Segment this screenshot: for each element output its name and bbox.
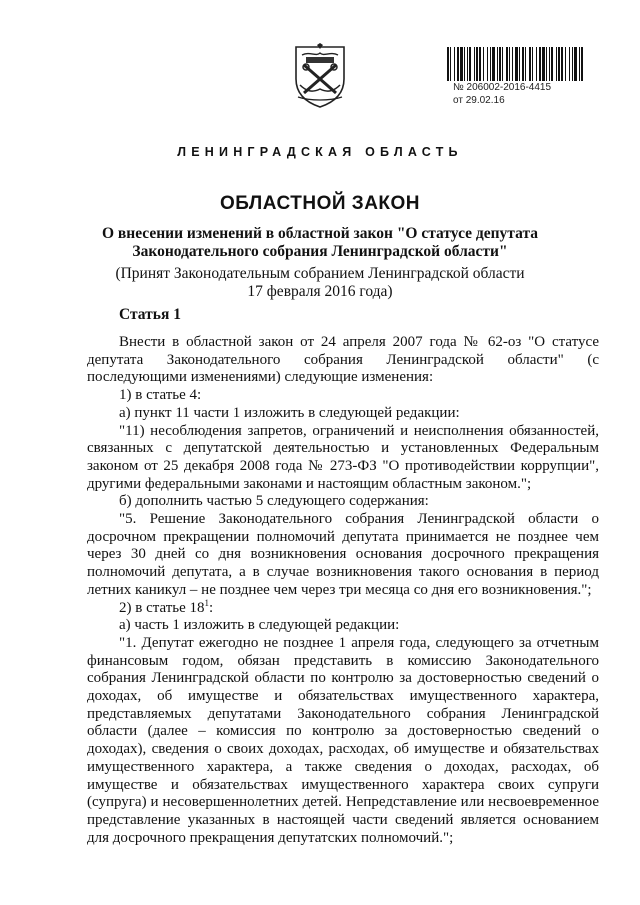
adoption-note-line-2: 17 февраля 2016 года) [247, 283, 393, 300]
article-superscript: 1 [204, 597, 210, 608]
amendment-item-1b-text: "5. Решение Законодательного собрания Ленинградской области о досрочном прекращении полномочий депутата принимается не позднее чем через 30 дней со дня возникновения основания досрочного прекращения полномочий депутата, а в случае возникновения такого основания в период летних каникул – не позднее чем через три месяца со дня его возникновения."; [87, 511, 599, 598]
law-subject-line-1: О внесении изменений в областной закон "О статусе депутата [102, 225, 538, 242]
barcode-icon [445, 47, 585, 81]
adoption-note [60, 265, 580, 301]
document-type-title: ОБЛАСТНОЙ ЗАКОН [219, 193, 421, 214]
registration-stamp [445, 47, 591, 107]
amendment-item-1a-text: "11) несоблюдения запретов, ограничений и неисполнения обязанностей, связанных с депутатской деятельностью и установленных Федеральным законом от 25 декабря 2008 года № 273-ФЗ "О противодействии коррупции", другими федеральными законами и настоящим областным законом."; [87, 422, 599, 492]
amendment-item-2-colon: : [209, 599, 214, 616]
region-title: ЛЕНИНГРАДСКАЯ ОБЛАСТЬ [177, 145, 463, 159]
registration-number: № 206002-2016-4415 [453, 82, 552, 93]
registration-date: от 29.02.16 [453, 95, 505, 106]
coat-of-arms-icon [292, 41, 348, 109]
intro-paragraph: Внести в областной закон от 24 апреля 2007 года № 62-оз "О статусе депутата Законодательного собрания Ленинградской области" (с последующими изменениями) следующие изменения: [87, 334, 599, 386]
article-heading: Статья 1 [119, 306, 181, 323]
amendment-item-2a-text: "1. Депутат ежегодно не позднее 1 апреля года, следующего за отчетным финансовым годом, обязан представить в комиссию Законодательного собрания Ленинградской области по контролю за достоверностью сведений о доходах, об имуществе и обязательствах имущественного характера, представляемых депутатами Законодательного собрания Ленинградской области (далее – комиссия по контролю за достоверностью сведений о доходах), сведения о своих доходах, расходах, об имуществе и обязательствах имущественного характера, а также сведения о доходах, расходах, об имуществе и обязательствах имущественного характера своих супруги (супруга) и несовершеннолетних детей. Непредставление или несвоевременное представление указанных в настоящей части сведений является основанием для досрочного прекращения депутатских полномочий."; [87, 634, 599, 846]
adoption-note-line-1: (Принят Законодательным собранием Ленинградской области [115, 265, 525, 282]
law-subject [60, 225, 580, 261]
article-body [87, 334, 599, 847]
law-subject-line-2: Законодательного собрания Ленинградской области" [132, 243, 508, 260]
amendment-item-2 [87, 597, 599, 618]
amendment-item-2-text: 2) в статье 18 [119, 599, 205, 616]
amendment-item-1b: б) дополнить частью 5 следующего содержания: [119, 493, 429, 510]
amendment-item-1a: а) пункт 11 части 1 изложить в следующей редакции: [119, 404, 460, 421]
amendment-item-2a: а) часть 1 изложить в следующей редакции: [119, 617, 400, 634]
amendment-item-1: 1) в статье 4: [119, 387, 202, 404]
